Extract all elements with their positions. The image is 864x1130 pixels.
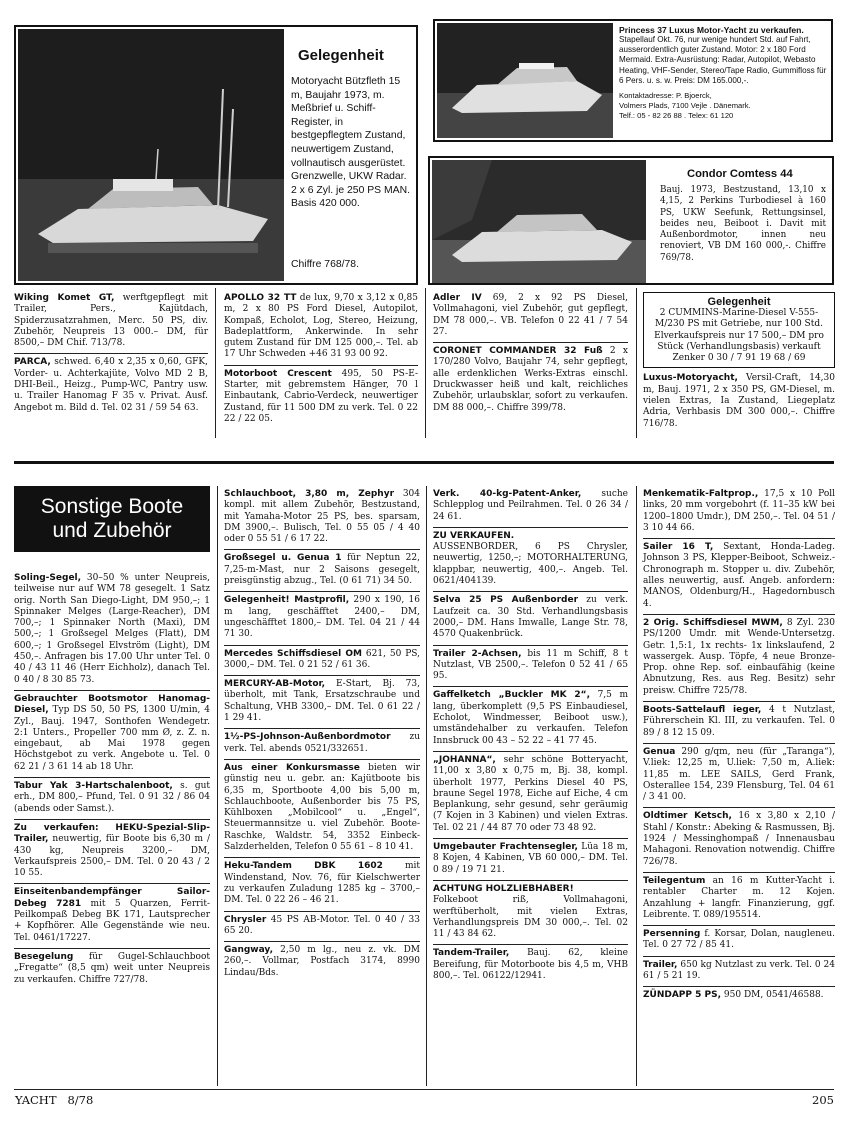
ad-heading: Persenning xyxy=(643,929,701,940)
ad-text: für Gugel-Schlauchboot „Fregatte“ (8,5 qm) weit unter Neupreis zu verkaufen. Chiffre 727/78. xyxy=(14,951,210,985)
ad-text: zu verk. Tel. abends 0521/332651. xyxy=(224,732,420,754)
list-item xyxy=(14,691,210,778)
ad-text: zu verk. Laufzeit ca. 30 Std. Verhandlungsbasis 2000,– DM. Hans Imwalle, Lange Str. 78, 4570 Quakenbrück. xyxy=(433,595,628,640)
list-item xyxy=(14,778,210,820)
ad-heading: Boots-Sattelaufl ieger, xyxy=(643,705,762,716)
footer-magazine-issue: YACHT 8/78 xyxy=(15,1093,94,1107)
list-item xyxy=(224,592,420,645)
cummins-title: Gelegenheit xyxy=(707,296,771,308)
ad-text: 8 Zyl. 230 PS/1200 Umdr. mit Wende-Untersetzg. Getr. 1,5:1, 1x rechts- 1x linkslaufend, 2 wassergek. Ausp. Töpfe, 4 neue Bronze-Prop. ohne Rep. sof. einbaufähig (keine Abnutzung, Res. aus Reg. Besitz) sehr preisw. Chiffre 725/78. xyxy=(643,617,836,696)
princess-37-ad xyxy=(433,19,833,142)
ad-heading: Genua xyxy=(643,746,676,757)
ad-text: 4 t Nutzlast, Führerschein Kl. III, zu verkaufen. Tel. 0 89 / 8 12 15 09. xyxy=(643,705,835,738)
ad-text: s. gut erh., DM 800,– Pfund, Tel. 0 91 32 / 86 04 (abends oder Samst.). xyxy=(14,781,210,814)
ad-heading: PARCA, xyxy=(14,357,51,368)
list-item xyxy=(224,729,420,760)
list-item xyxy=(643,987,835,1005)
section-title-line2: und Zubehör xyxy=(52,519,172,542)
ad-text: 16 x 3,80 x 2,10 / Stahl / Konstr.: Abeking & Rasmussen, Bj. 1924 / Messinghompaß / Innenausbau Mahagoni. Renovation notwendig. Chiffre 726/78. xyxy=(643,811,835,867)
ad-text: mit 5 Quarzen, Ferrit-Peilkompaß Debeg BK 171, Lautsprecher + Kopfhörer. Alle Gegenstände wie neu. Tel. 0461/17227. xyxy=(14,898,210,943)
ad-heading: Gebrauchter Bootsmotor Hanomag-Diesel, xyxy=(14,693,210,716)
list-item xyxy=(14,354,208,417)
ad-heading: Besegelung xyxy=(14,951,74,962)
top-column-1 xyxy=(14,290,208,418)
top-column-3 xyxy=(433,290,628,418)
ad-heading: Heku-Tandem DBK 1602 xyxy=(224,861,383,872)
list-item xyxy=(14,884,210,948)
cummins-body: 2 CUMMINS-Marine-Diesel V-555-M/230 PS mit Getriebe, nur 100 Std. Elverkaufspreis nur 17 500,– DM pro Stück (Verhandlungsbasis) verkauft Zenker 0 30 / 7 91 19 68 / 69 xyxy=(654,308,824,364)
ad-text: suche Schlepplog und Peilrahmen. Tel. 0 26 34 / 24 61. xyxy=(433,489,628,522)
list-item xyxy=(433,687,628,751)
list-item xyxy=(643,926,835,957)
list-item xyxy=(14,290,208,354)
list-item xyxy=(433,752,628,839)
ad-heading: Sailer 16 T, xyxy=(643,542,714,553)
ad-text: bis 11 m Schiff, 8 t Nutzlast, VB 2500,–. Telefon 0 52 41 / 65 95. xyxy=(433,648,628,682)
ad-text: 290 x 190, 16 m lang, geschäfftet 2400,– DM, ungeschäfftet 1800,– DM. Tel. 04 21 / 44 71 30. xyxy=(224,595,420,640)
ad-heading: Adler IV xyxy=(433,293,482,303)
motoryacht-photo xyxy=(18,29,284,281)
footer-page-number: 205 xyxy=(812,1093,834,1107)
list-item xyxy=(14,820,210,884)
ad-heading: Soling-Segel, xyxy=(14,573,82,583)
ad-heading: 1½-PS-Johnson-Außenbordmotor xyxy=(224,732,391,743)
ad-heading: 2 Orig. Schiffsdiesel MWM, xyxy=(643,617,783,628)
ad-text: 69, 2 x 92 PS Diesel, Vollmahagoni, viel Zubehör, gut gepflegt, DM 78 000,–. VB. Telefon 0 22 41 / 7 54 27. xyxy=(433,293,629,337)
list-item xyxy=(643,744,835,808)
motoryacht-gelegenheit-ad xyxy=(14,25,418,285)
ad-text: 17,5 x 10 Poll links, 20 mm vorgebohrt (f. 11–35 kW bei 1200–1800 Umdr.), DM 250,–. Tel. 04 51 / 3 10 44 66. xyxy=(643,489,835,533)
gelegenheit-chiffre: Chiffre 768/78. xyxy=(291,259,359,270)
gelegenheit-body: Motoryacht Bützfleth 15 m, Baujahr 1973, m. Meßbrief u. Schiff-Register, in bestgepflegtem Zustand, neuwertigem Zustand, vollnautisch ausgerüstet. Grenzwelle, UKW Radar. 2 x 6 Zyl. je 250 PS MAN. Basis 420 000. xyxy=(291,76,410,210)
ad-heading: Einseitenbandempfänger Sailor-Debeg 7281 xyxy=(14,887,210,909)
ad-heading: Aus einer Konkursmasse xyxy=(224,762,360,773)
ad-heading: Trailer 2-Achsen, xyxy=(433,648,522,659)
ad-heading: Verk. 40-kg-Patent-Anker, xyxy=(433,489,582,499)
ad-heading: Tabur Yak 3-Hartschalenboot, xyxy=(14,781,173,792)
bottom-column-1 xyxy=(14,570,210,990)
condor-yacht-photo xyxy=(432,160,646,283)
list-item xyxy=(433,290,628,343)
condor-comtess-ad xyxy=(428,156,834,285)
list-item xyxy=(224,366,418,429)
ad-heading: Zu verkaufen: HEKU-Spezial-Slip-Trailer, xyxy=(14,822,210,845)
ad-heading: APOLLO 32 TT xyxy=(224,293,297,303)
ad-heading: Wiking Komet GT, xyxy=(14,293,115,303)
section-title-line1: Sonstige Boote xyxy=(40,495,184,518)
ad-heading: Trailer, xyxy=(643,959,678,970)
top-column-2 xyxy=(224,290,418,429)
ad-text: AUSSENBORDER, 6 PS Chrysler, neuwertig, 1250,–; MOTORHALTERUNG, klappbar, neuwertig, 400,–. Angeb. Tel. 0621/404139. xyxy=(433,542,628,587)
ad-text: f. Korsar, Dolan, naugleneu. Tel. 0 27 72 / 85 41. xyxy=(643,929,835,951)
ad-text: Folkeboot riß, Vollmahagoni, werftüberholt, mit vielen Extras, Verhandlungspreis DM 30 000,–. Tel. 02 11 / 43 84 62. xyxy=(433,895,628,940)
ad-text: 495, 50 PS-E-Starter, mit gebremstem Hänger, 70 l Einbautank, Cabrio-Verdeck, neuwertiger Zustand, für 11 500 DM zu verk. Tel. 0 22 22 / 22 05. xyxy=(224,368,418,424)
ad-text: 304 kompl. mit allem Zubehör, Bestzustand, mit Yamaha-Motor 25 PS, bes. sparsam, DM 3900,–. Bulisch, Tel. 0 55 05 / 4 40 oder 0 55 51 / 6 17 22. xyxy=(224,489,420,545)
list-item xyxy=(643,370,835,433)
list-item xyxy=(643,486,835,539)
list-item xyxy=(224,942,420,983)
list-item xyxy=(433,945,628,986)
ad-text: 950 DM, 0541/46588. xyxy=(723,990,824,1001)
bottom-column-4 xyxy=(643,486,835,1006)
ad-heading: ZÜNDAPP 5 PS, xyxy=(643,990,722,1001)
list-item xyxy=(14,570,210,691)
list-item xyxy=(433,486,628,528)
ad-text: 30–50 % unter Neupreis, teilweise nur auf WM 78 gesegelt. 1 Satz orig. North San Diego-Light, DM 950,–; 1 Spinnaker Melges (Large-Reacher), DM 700,–; 1 Spinnaker North (Maxi), DM 500,–; 1 Großsegel Melges (Flatt), DM 600,–; 1 Großsegel Elvström (Light), DM 450,–. Anfragen bis 17.00 Uhr unter Tel. 0 40 / 43 11 46 (Herr Eichholz), danach Tel. 0 40 / 8 30 85 73. xyxy=(14,573,210,685)
list-item xyxy=(224,486,420,550)
list-item xyxy=(224,760,420,858)
ad-heading: Tandem-Trailer, xyxy=(433,948,510,959)
ad-text: 290 g/qm, neu (für „Taranga“), V.liek: 12,25 m, U.liek: 7,50 m, A.liek: 11,85 m. LEE SAILS, Gerd Frank, Osterallee 154, 239 Flensburg, Tel. 04 61 / 3 41 00. xyxy=(643,746,835,803)
list-item xyxy=(433,592,628,645)
ad-text: an 16 m Kutter-Yacht i. rentabler Charter m. 12 Kojen. Anzahlung + langfr. Finanzierung, ggf. Leibrente. T. 089/195514. xyxy=(643,875,835,920)
ad-text: 2,50 m lg., neu z. vk. DM 260,–. Vollmar, Postfach 3174, 8990 Lindau/Bds. xyxy=(224,945,420,978)
list-item xyxy=(433,881,628,945)
list-item xyxy=(224,858,420,911)
list-item xyxy=(643,702,835,744)
list-item xyxy=(224,912,420,943)
ad-heading: ZU VERKAUFEN. xyxy=(433,530,515,541)
ad-heading: CORONET COMMANDER 32 Fuß xyxy=(433,346,603,357)
princess-contact-label: Kontaktadresse: P. Bjoerck, xyxy=(619,91,712,101)
ad-heading: Menkematik-Faltprop., xyxy=(643,489,759,499)
ad-text: Sextant, Honda-Ladeg. Johnson 3 PS, Klepper-Beiboot, Schweiz.-Chronograph m. Stopper u. div. Zubehör, alles neuwertig, ausf. Angeb. anfordern: MANOS, Oldenburg/H., Hagedornbusch 4. xyxy=(643,542,835,609)
ad-heading: Teilegentum xyxy=(643,875,706,886)
list-item xyxy=(224,550,420,592)
ad-text: werftgepflegt mit Trailer, Pers., Kajütdach, Spiderzusatzrahmen, Merc. 50 PS, div. Zubehör, Neupreis 13 000.– DM, für 8500,– DM Chif. 713/78. xyxy=(14,293,208,349)
section-title-block xyxy=(14,486,210,552)
ad-heading: MERCURY-AB-Motor, xyxy=(224,679,326,690)
ad-text: bieten wir günstig neu u. gebr. an: Kajütboote bis 6,35 m, Sportboote 4,00 bis 5,00 m, Schlauchboote, Außenborder bis 75 PS, Kühlboxen „Mobilcool“ u. „Engel“, Steuermannsitze u. viel Zubehör. Boote-Raschke, Waldstr. 54, 3352 Einbeck-Salzderhelden, Telefon 0 55 61 – 8 10 41. xyxy=(224,762,420,853)
ad-heading: Gangway, xyxy=(224,945,274,956)
ad-heading: ACHTUNG HOLZLIEBHABER! xyxy=(433,883,574,894)
ad-heading: Chrysler xyxy=(224,914,267,925)
ad-text: 2 x 170/280 Volvo, Baujahr 74, sehr gepflegt, alle erdenklichen Werks-Extras einschl. Druckwasser heiß und kalt, reichliches Zubehör, urlaubsklar, sofort zu verkaufen. DM 88 000,–. Chiffre 399/78. xyxy=(433,346,628,413)
princess-yacht-photo xyxy=(437,23,613,138)
princess-contact-address: Volmers Plads, 7100 Vejle . Dänemark. xyxy=(619,101,751,111)
list-item xyxy=(643,539,835,615)
princess-body: Stapellauf Okt. 76, nur wenige hundert Std. auf Fahrt, ausserordentlich guter Zustand. Motor: 2 x 180 Ford Mermaid. Extra-Ausrüstung: Radar, Autopilot, Webasto Heating, VHF-Sender, Stereo/Tape Radio, Gummifloss für 6 Pers. u. s. w. Preis: DM 165.000,-. xyxy=(619,35,827,85)
condor-body: Bauj. 1973, Bestzustand, 13,10 x 4,15, 2 Perkins Turbodiesel à 160 PS, UKW Seefunk, Rettungsinsel, beides neu, Beiboot i. Davit mit Außenbordmotor, innen neu renoviert, VB DM 160 000,-. Chiffre 769/78. xyxy=(660,185,826,263)
ad-text: 650 kg Nutzlast zu verk. Tel. 0 24 61 / 5 21 19. xyxy=(643,959,835,981)
list-item xyxy=(643,615,835,702)
bottom-column-2 xyxy=(224,486,420,983)
princess-title: Princess 37 Luxus Motor-Yacht zu verkaufen. xyxy=(619,25,804,35)
section-divider xyxy=(14,461,834,464)
list-item xyxy=(433,646,628,688)
list-item xyxy=(433,528,628,592)
ad-text: neuwertig, für Boote bis 6,30 m / 430 kg, Neupreis 3200,– DM, Verkaufspreis 2500,– DM. Tel. 0 20 43 / 2 10 55. xyxy=(14,834,210,879)
list-item xyxy=(643,873,835,926)
ad-text: Bauj. 62, kleine Bereifung, für Motorboote bis 4,5 m, VHB 800,–. Tel. 06122/12941. xyxy=(433,948,628,981)
ad-heading: Selva 25 PS Außenborder xyxy=(433,595,579,606)
ad-heading: Umgebauter Frachtensegler, xyxy=(433,842,578,853)
ad-text: für Neptun 22, 7,25-m-Mast, nur 2 Saisons gesegelt, preisgünstig abzug., Tel. (0 61 71) 34 50. xyxy=(224,553,420,587)
list-item xyxy=(224,676,420,729)
top-column-4 xyxy=(643,292,835,434)
list-item xyxy=(643,808,835,872)
bottom-column-3 xyxy=(433,486,628,986)
ad-text: de lux, 9,70 x 3,12 x 0,85 m, 2 x 80 PS Ford Diesel, Autopilot, Kompaß, Echolot, Log, Stereo, Heizung, Badeplattform, Ankerwinde. In sehr gutem Zustand für DM 125 000,–. Tel. ab 17 Uhr Schweden +46 31 93 00 92. xyxy=(224,293,418,360)
princess-contact-phone: Telf.: 05 - 82 26 88 . Telex: 61 120 xyxy=(619,111,734,121)
list-item xyxy=(433,343,628,418)
ad-text: sehr schöne Botteryacht, 11,00 x 3,80 x 0,75 m, Bj. 38, kompl. überholt 1977, Perkins Diesel 40 PS, braune Segel 1978, Eiche auf Eiche, 4 cm Beplankung, sehr gesund, sehr geräumig (7 Kojen in 3 Kabinen) und vielen Extras. Tel. 02 21 / 44 87 70 oder 73 48 92. xyxy=(433,754,628,833)
list-item xyxy=(224,646,420,677)
ad-text: 45 PS AB-Motor. Tel. 0 40 / 33 65 20. xyxy=(224,914,420,936)
ad-heading: Großsegel u. Genua 1 xyxy=(224,553,342,564)
ad-heading: „JOHANNA“, xyxy=(433,754,496,765)
ad-heading: Schlauchboot, 3,80 m, Zephyr xyxy=(224,489,395,499)
ad-heading: Mercedes Schiffsdiesel OM xyxy=(224,648,362,659)
ad-heading: Motorboot Crescent xyxy=(224,368,332,379)
list-item xyxy=(433,839,628,881)
ad-text: 621, 50 PS, 3000,– DM. Tel. 0 21 52 / 61 36. xyxy=(224,648,420,670)
condor-title: Condor Comtess 44 xyxy=(687,168,793,180)
cummins-gelegenheit-ad xyxy=(643,292,835,368)
ad-text: schwed. 6,40 x 2,35 x 0,60, GFK, Vorder- u. Achterkajüte, Volvo MD 2 B, DHI-Beil., Heizg., Pump-WC, Pantry usw. u. Trailer Hanomag F 35 v. Privat. Ausf. Angebot m. Bild d. Tel. 02 31 / 59 54 63. xyxy=(14,357,208,413)
ad-text: Lüa 18 m, 8 Kojen, 4 Kabinen, VB 60 000,– DM. Tel. 0 89 / 19 71 21. xyxy=(433,842,628,875)
ad-text: 7,5 m lang, überkomplett (9,5 PS Einbaudiesel, Echolot, Windmesser, Beiboot usw.), umständehalber zu verkaufen. Telefon Innsbruck 00 43 – 52 22 – 41 77 45. xyxy=(433,690,628,746)
ad-text: E-Start, Bj. 73, überholt, mit Tank, Ersatzschraube und Schaltung, VHB 3300,– DM. Tel. 0 61 22 / 1 29 41. xyxy=(224,679,420,724)
ad-text: mit Windenstand, Nov. 76, für Kielschwerter zu verkaufen Zuladung 1285 kg – 3700,– DM. Tel. 0 22 26 – 46 21. xyxy=(224,861,420,906)
ad-heading: Gaffelketch „Buckler MK 2“, xyxy=(433,690,590,701)
list-item xyxy=(643,957,835,988)
ad-heading: Oldtimer Ketsch, xyxy=(643,811,732,822)
list-item xyxy=(14,949,210,990)
ad-text: Typ DS 50, 50 PS, 1300 U/min, 4 Zyl., Bauj. 1947, Sonthofen Wendegetr. 2:1 Unters., Propeller 700 mm Ø, z. Z. n. eingebaut, ab Mai 1978 gegen Höchstgebot zu verk. Angebote u. Tel. 0 62 21 / 3 61 14 ab 18 Uhr. xyxy=(14,705,210,772)
ad-heading: Gelegenheit! Mastprofil, xyxy=(224,595,350,606)
gelegenheit-title: Gelegenheit xyxy=(298,47,384,64)
ad-heading: Luxus-Motoryacht, xyxy=(643,373,738,384)
ad-text: Versil-Craft, 14,30 m, Bauj. 1971, 2 x 350 PS, GM-Diesel, m. vielen Extras, Ia Zustand, Liegeplatz Adria, Verhbasis DM 300 000,–. Chiffre 716/78. xyxy=(643,373,835,429)
list-item xyxy=(224,290,418,366)
